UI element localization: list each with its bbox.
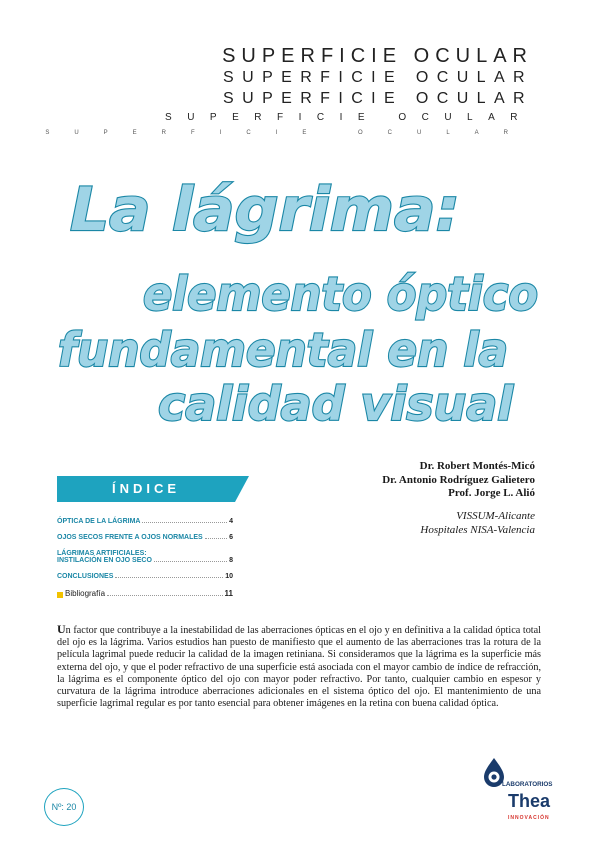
logo-laboratorios: LABORATORIOS xyxy=(502,781,553,788)
series-heading-line: SUPERFICIE OCULAR xyxy=(223,69,533,86)
affiliation: VISSUM-Alicante xyxy=(456,510,535,522)
title-line-1: La lágrima: xyxy=(70,175,460,245)
series-heading-line: SUPERFICIE OCULAR xyxy=(165,112,533,123)
series-heading-line: SUPERFICIE OCULAR xyxy=(223,90,533,107)
toc-leader-dots xyxy=(107,595,223,596)
series-heading-line: SUPERFICIE OCULAR xyxy=(222,45,533,67)
toc-item-title: Bibliografía xyxy=(65,589,106,598)
bullet-square-icon xyxy=(57,592,63,598)
toc-item-title-line: LÁGRIMAS ARTIFICIALES: xyxy=(57,550,147,557)
toc-item-page: 11 xyxy=(224,589,233,598)
toc-leader-dots xyxy=(205,538,227,539)
author-list xyxy=(382,460,535,501)
index-heading: ÍNDICE xyxy=(111,481,181,496)
title-line-4: calidad visual xyxy=(158,377,515,431)
logo-tagline: INNOVACIÓN xyxy=(508,815,550,821)
title-line-3: fundamental en la xyxy=(58,323,508,377)
author-name: Dr. Antonio Rodríguez Galietero xyxy=(382,473,535,486)
toc-item[interactable] xyxy=(57,573,233,580)
intro-paragraph xyxy=(57,623,541,710)
table-of-contents xyxy=(57,518,233,607)
article-title xyxy=(0,150,595,440)
issue-number-badge: Nº: 20 xyxy=(44,788,84,826)
toc-item-page: 6 xyxy=(229,534,233,541)
toc-item-title: OJOS SECOS FRENTE A OJOS NORMALES xyxy=(57,534,203,541)
toc-item[interactable] xyxy=(57,550,233,564)
toc-leader-dots xyxy=(115,577,223,578)
toc-item-page: 10 xyxy=(225,573,233,580)
toc-item-title xyxy=(57,550,152,564)
toc-item[interactable] xyxy=(57,518,233,525)
series-heading xyxy=(45,46,533,136)
intro-text: n factor que contribuye a la inestabilidad de las aberraciones ópticas en el ojo y en definitiva a la calidad óptica total del ojo es la lágrima. Varios estudios han puesto de manifiesto que el aumento de las aberraciones tras la rotura de la película lagrimal puede reducir la calidad de la imagen retiniana. Si consideramos que la lágrima es la superficie más externa del ojo, y que el poder refractivo de una superficie está asociada con el mayor cambio de índice de refracción, la lágrima es el componente óptico del ojo con mayor poder refractivo. Por tanto, cualquier cambio en espesor y curvatura de la lágrima introduce aberraciones adicionales en el sistema óptico del ojo. El mantenimiento de una superficie lagrimal regular es por tanto esencial para obtener imágenes en la retina con buena calidad óptica. xyxy=(57,625,541,710)
affiliation: Hospitales NISA-Valencia xyxy=(420,523,535,536)
toc-item[interactable] xyxy=(57,589,233,598)
toc-item-page: 4 xyxy=(229,518,233,525)
author-name: Prof. Jorge L. Alió xyxy=(448,487,535,499)
series-heading-line: SUPERFICIE OCULAR xyxy=(45,130,533,136)
drop-cap: U xyxy=(57,622,66,636)
title-line-2: elemento óptico xyxy=(143,267,538,321)
toc-item-page: 8 xyxy=(229,557,233,564)
index-heading-bar xyxy=(57,476,235,502)
logo-brand: Thea xyxy=(508,791,551,811)
toc-item-title-line: INSTILACIÓN EN OJO SECO xyxy=(57,557,152,564)
thea-logo xyxy=(482,757,562,827)
toc-item-title: CONCLUSIONES xyxy=(57,573,114,580)
toc-leader-dots xyxy=(142,522,227,523)
toc-item-title: ÓPTICA DE LA LÁGRIMA xyxy=(57,518,141,525)
affiliation-list xyxy=(420,510,535,537)
author-name: Dr. Robert Montés-Micó xyxy=(419,460,535,472)
toc-item[interactable] xyxy=(57,534,233,541)
toc-leader-dots xyxy=(154,561,227,562)
